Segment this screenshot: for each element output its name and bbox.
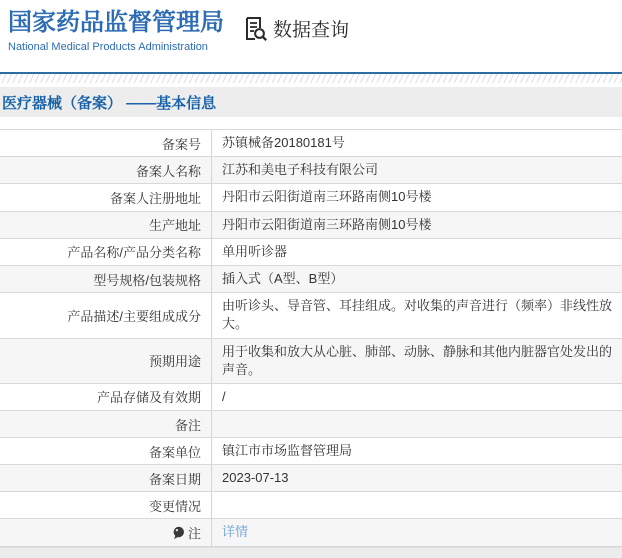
row-value: 镇江市市场监督管理局 bbox=[222, 443, 353, 459]
row-label: 型号规格/包装规格 bbox=[0, 266, 212, 292]
row-label: 注 bbox=[0, 519, 212, 545]
table-row-change-status bbox=[0, 492, 622, 519]
row-value: 由听诊头、导音管、耳挂组成。对收集的声音进行（频率）非线性放大。 bbox=[222, 298, 613, 332]
logo-subtitle: National Medical Products Administration bbox=[8, 40, 208, 53]
table-row-product-description bbox=[0, 293, 622, 338]
row-value: 丹阳市云阳街道南三环路南侧10号楼 bbox=[222, 189, 432, 205]
footer-strip bbox=[0, 547, 622, 558]
row-label: 预期用途 bbox=[0, 339, 212, 383]
row-label: 备案人注册地址 bbox=[0, 184, 212, 210]
note-balloon-icon bbox=[172, 526, 186, 540]
table-row-remarks bbox=[0, 411, 622, 438]
document-search-icon bbox=[243, 16, 268, 42]
header-hatch-band bbox=[0, 74, 622, 83]
row-label: 产品名称/产品分类名称 bbox=[0, 239, 212, 265]
row-label: 备案人名称 bbox=[0, 157, 212, 183]
row-value: 苏镇械备20180181号 bbox=[222, 135, 345, 150]
row-label: 备注 bbox=[0, 411, 212, 437]
row-label: 产品存储及有效期 bbox=[0, 384, 212, 410]
row-label: 产品描述/主要组成成分 bbox=[0, 293, 212, 337]
page-title: 医疗器械（备案） ——基本信息 bbox=[2, 94, 217, 112]
row-value: 单用听诊器 bbox=[222, 243, 288, 259]
nav-data-query[interactable] bbox=[243, 15, 349, 42]
row-value: 2023-07-13 bbox=[222, 470, 289, 486]
table-row-registrant-name bbox=[0, 157, 622, 184]
row-value: 插入式（A型、B型） bbox=[222, 270, 344, 286]
row-value: / bbox=[222, 388, 226, 404]
row-value: 江苏和美电子科技有限公司 bbox=[222, 162, 379, 178]
row-value bbox=[212, 411, 622, 437]
row-value bbox=[212, 519, 622, 545]
table-row-intended-use bbox=[0, 339, 622, 384]
table-row-record-number bbox=[0, 130, 622, 157]
row-label: 备案日期 bbox=[0, 465, 212, 491]
row-label: 备案单位 bbox=[0, 438, 212, 464]
details-link[interactable]: 详情 bbox=[222, 524, 249, 540]
table-row-storage-validity bbox=[0, 384, 622, 411]
page-header bbox=[0, 0, 622, 72]
section-title-bar bbox=[0, 87, 622, 117]
row-label: 备案号 bbox=[0, 130, 212, 156]
row-label: 生产地址 bbox=[0, 212, 212, 238]
row-label: 变更情况 bbox=[0, 492, 212, 518]
table-row-record-date bbox=[0, 465, 622, 492]
table-row-record-authority bbox=[0, 438, 622, 465]
record-info-table bbox=[0, 129, 622, 547]
table-row-registered-address bbox=[0, 184, 622, 211]
table-row-note bbox=[0, 519, 622, 546]
row-value bbox=[212, 492, 622, 518]
row-value: 丹阳市云阳街道南三环路南侧10号楼 bbox=[222, 216, 432, 232]
table-row-production-address bbox=[0, 212, 622, 239]
nav-data-query-label: 数据查询 bbox=[273, 20, 350, 41]
table-row-product-name bbox=[0, 239, 622, 266]
nmpa-logo[interactable] bbox=[8, 9, 224, 53]
row-value: 用于收集和放大从心脏、肺部、动脉、静脉和其他内脏器官处发出的声音。 bbox=[222, 343, 613, 377]
table-row-model-spec bbox=[0, 266, 622, 293]
logo-title: 国家药品监督管理局 bbox=[8, 9, 224, 36]
